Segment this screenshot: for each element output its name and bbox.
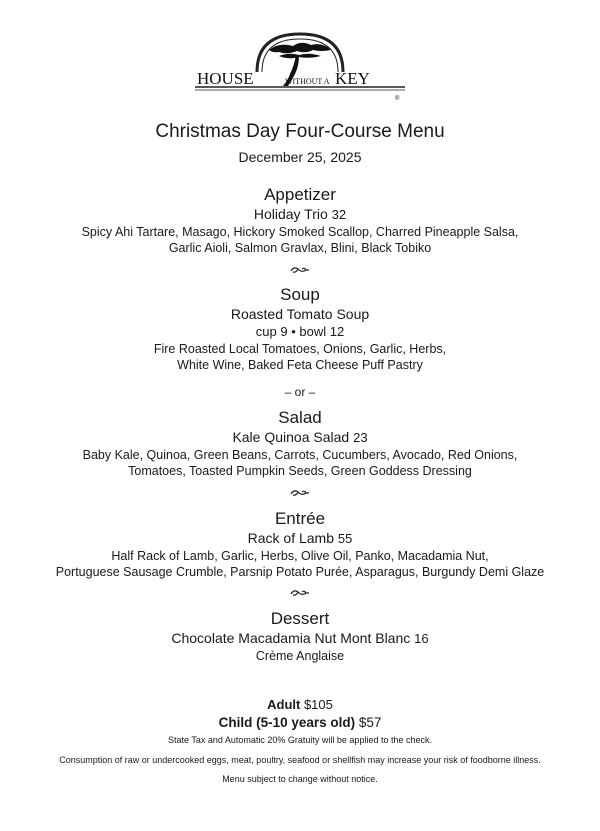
dish-name: Kale Quinoa Salad [232,429,350,445]
logo-registered-mark: ® [395,96,400,102]
dish-name: Rack of Lamb [247,530,334,546]
dish-description-1: Spicy Ahi Tartare, Masago, Hickory Smoked Scallop, Charred Pineapple Salsa, [81,225,519,239]
dish-description-2: Tomatoes, Toasted Pumpkin Seeds, Green Goddess Dressing [128,464,472,478]
dish-description-1: Fire Roasted Local Tomatoes, Onions, Garlic, Herbs, [153,342,447,356]
course-heading: Soup [280,285,320,304]
adult-label: Adult [267,697,301,712]
adult-price: $105 [303,697,333,712]
dish-price: 23 [353,430,368,445]
dessert-section [0,609,600,664]
dish-name: Roasted Tomato Soup [230,306,370,322]
dish-description-2: Garlic Aioli, Salmon Gravlax, Blini, Black Tobiko [168,241,432,255]
dish-description-2: Portuguese Sausage Crumble, Parsnip Potato Purée, Asparagus, Burgundy Demi Glaze [55,565,545,579]
child-price-line [0,715,600,730]
soup-sizes: cup 9 • bowl 12 [255,324,345,339]
tax-note: State Tax and Automatic 20% Gratuity will be applied to the check. [168,735,432,745]
dish-name: Chocolate Macadamia Nut Mont Blanc [171,630,411,646]
child-label: Child (5-10 years old) [218,715,356,730]
logo-text-right: KEY [335,69,370,88]
dish-description-1: Crème Anglaise [255,649,345,663]
logo-text-left: HOUSE [197,69,254,88]
change-note: Menu subject to change without notice. [222,774,378,784]
logo [195,28,405,104]
dish-description-2: White Wine, Baked Feta Cheese Puff Pastry [177,358,423,372]
dish-price: 55 [337,531,353,546]
consumption-note: Consumption of raw or undercooked eggs, meat, poultry, seafood or shellfish may increase your risk of foodborne illness. [59,755,541,765]
kiawe-tree-arch-icon [195,28,405,104]
menu-title: Christmas Day Four-Course Menu [155,121,445,142]
child-price: $57 [358,715,382,730]
dish-description-1: Baby Kale, Quinoa, Green Beans, Carrots, Cucumbers, Avocado, Red Onions, [82,448,518,462]
dish-price: 16 [414,631,429,646]
course-heading: Appetizer [264,185,336,204]
flourish-icon [288,487,312,499]
logo-text-middle: WITHOUT A [285,77,330,86]
dish-line [0,629,600,648]
dish-description-1: Half Rack of Lamb, Garlic, Herbs, Olive Oil, Panko, Macadamia Nut, [111,549,489,563]
soup-section [0,285,600,373]
menu-date: December 25, 2025 [238,149,362,165]
course-heading: Entrée [274,509,326,528]
entree-section [0,509,600,580]
dish-line [0,529,600,548]
flourish-icon [288,264,312,276]
dish-line [0,428,600,447]
course-heading: Dessert [270,609,330,628]
flourish-icon [288,587,312,599]
dish-price: 32 [331,207,347,222]
appetizer-section [0,185,600,256]
dish-name: Holiday Trio [253,206,328,222]
or-divider: – or – [284,385,316,399]
course-heading: Salad [278,408,322,427]
dish-line [0,205,600,224]
salad-section [0,408,600,479]
adult-price-line [0,697,600,712]
